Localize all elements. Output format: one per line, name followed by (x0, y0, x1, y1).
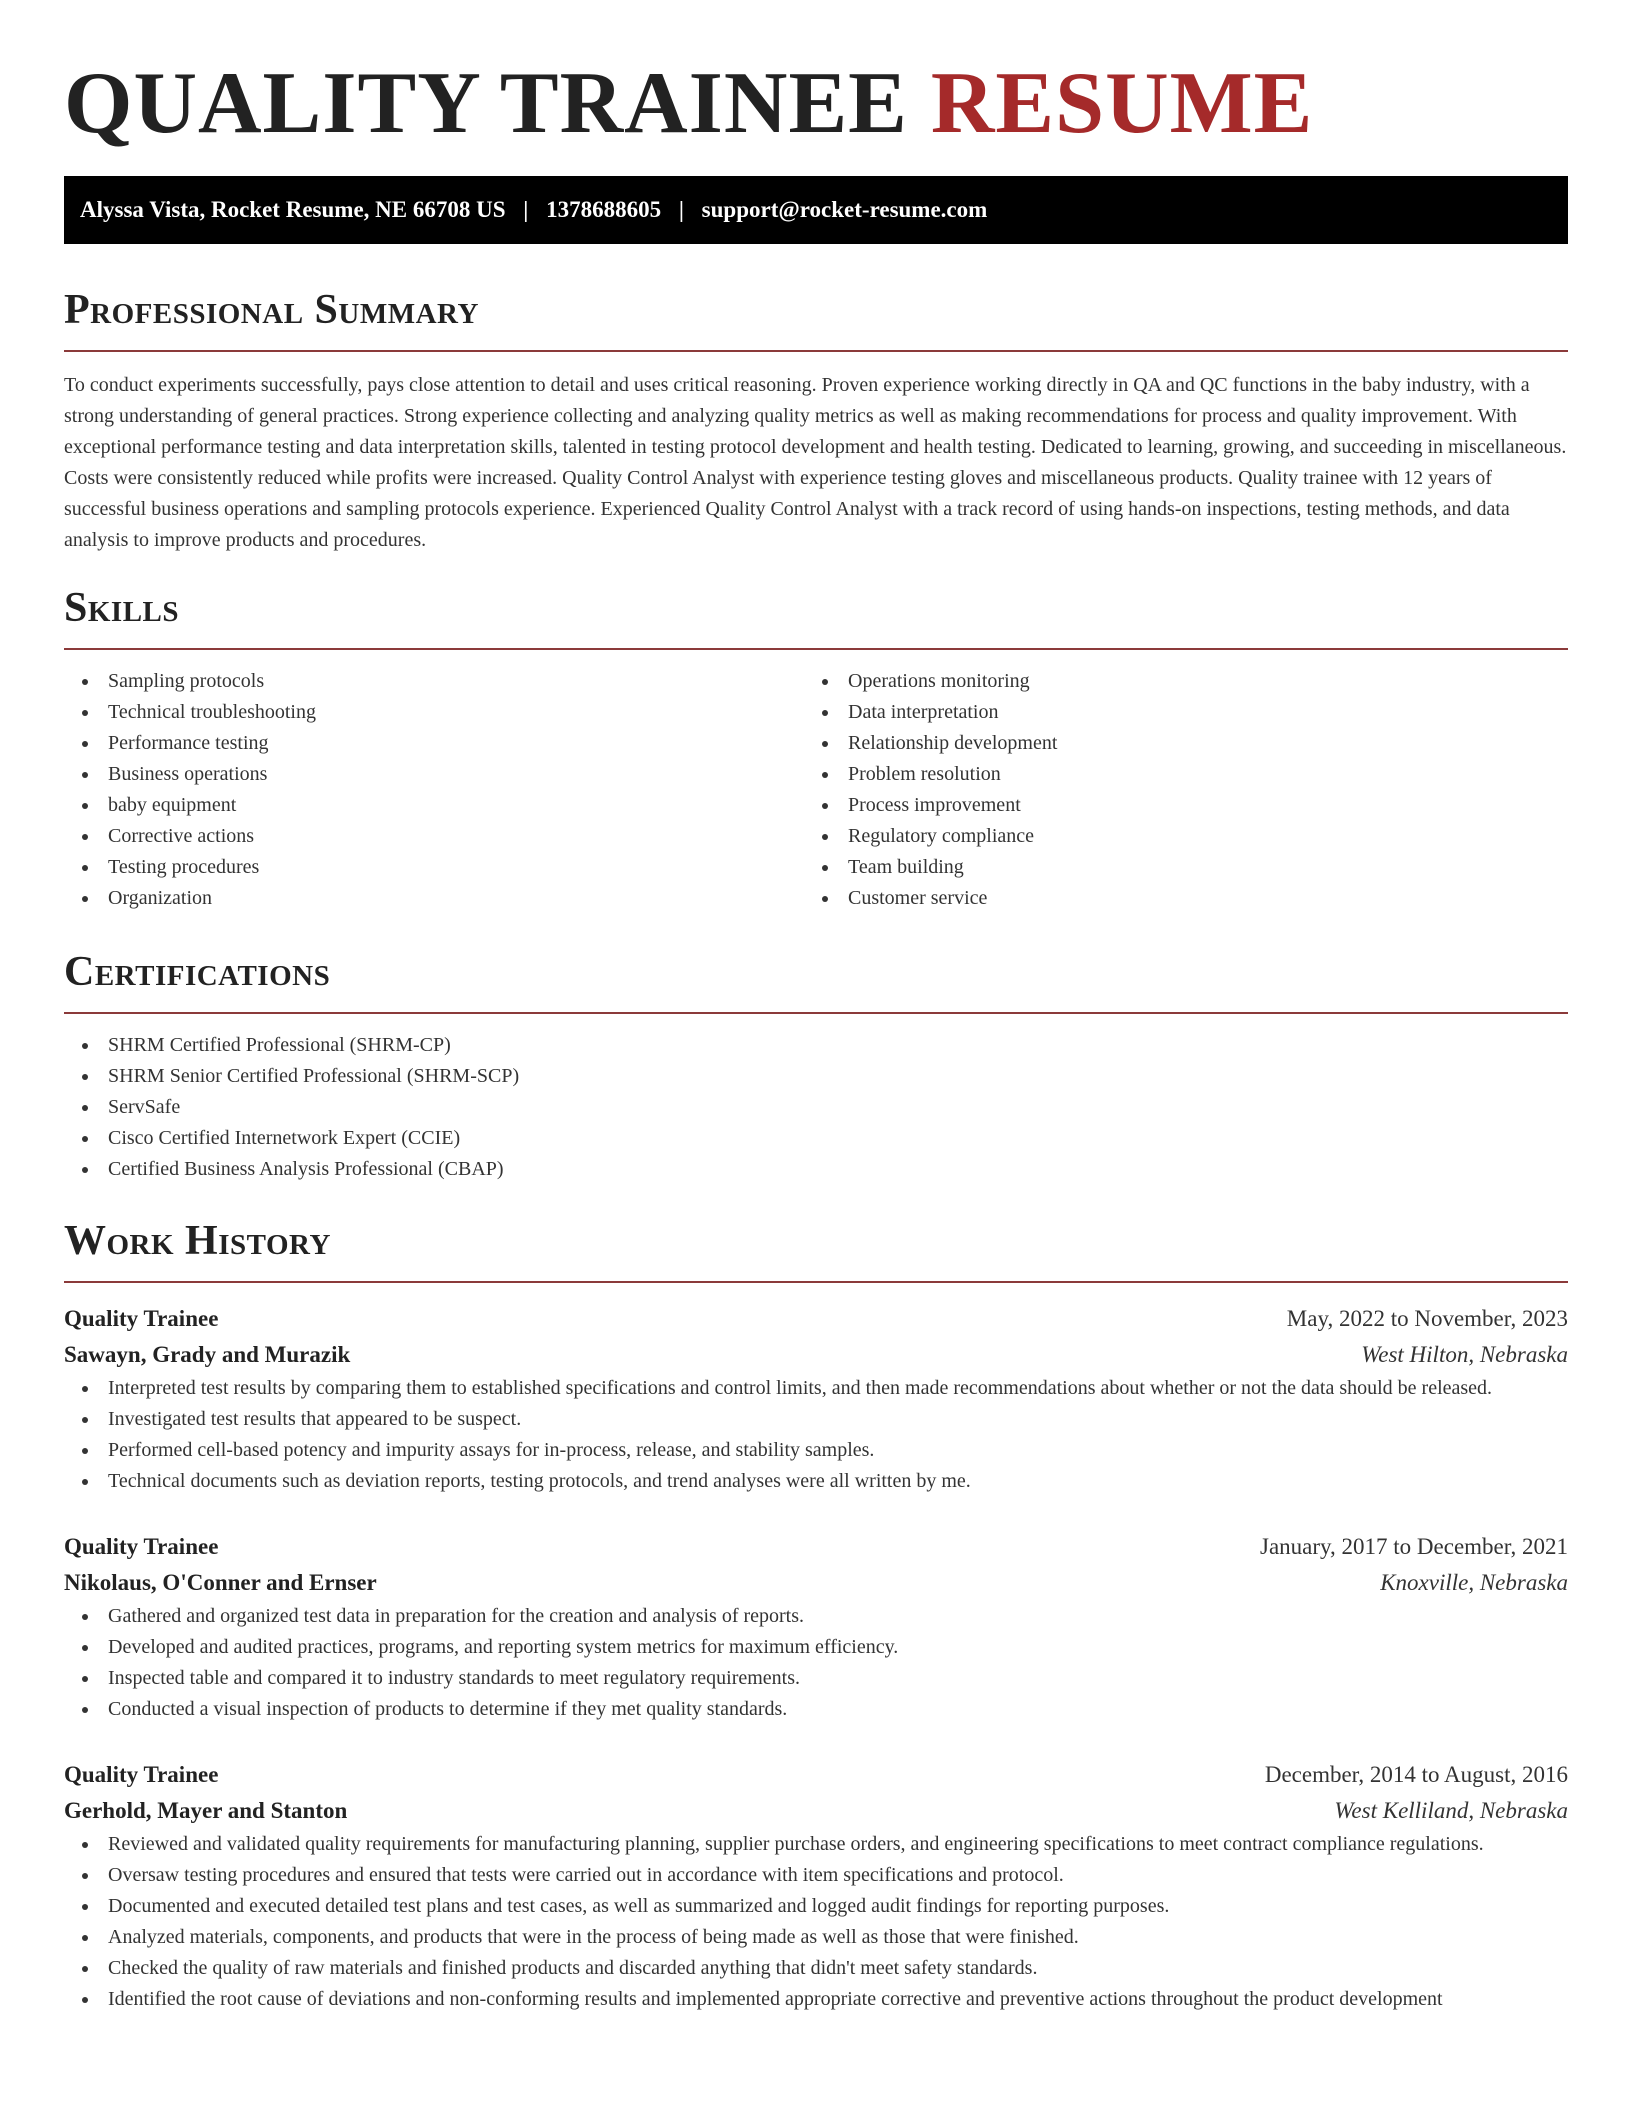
skill-item: Corrective actions (64, 821, 804, 852)
job-header-row (64, 1529, 1568, 1565)
contact-address: Alyssa Vista, Rocket Resume, NE 66708 US (80, 197, 506, 222)
skills-section (64, 582, 1568, 914)
skills-grid (64, 666, 1568, 914)
skill-item: Relationship development (804, 728, 1544, 759)
job-company-row (64, 1793, 1568, 1829)
section-heading: Certifications (64, 949, 331, 995)
job-header-row (64, 1301, 1568, 1337)
skills-list (804, 666, 1544, 914)
job-entry (64, 1301, 1568, 1497)
job-duties-list (64, 1829, 1568, 2015)
section-heading: Skills (64, 585, 180, 631)
job-duty-item: Analyzed materials, components, and products that were in the process of being made as well as those that were finished. (64, 1922, 1568, 1953)
job-duties-list (64, 1373, 1568, 1497)
skill-item: baby equipment (64, 790, 804, 821)
job-dates: December, 2014 to August, 2016 (1264, 1762, 1568, 1787)
contact-separator: | (523, 197, 529, 222)
job-header-row (64, 1757, 1568, 1793)
certification-item: ServSafe (64, 1092, 1568, 1123)
skill-item: Business operations (64, 759, 804, 790)
summary-text: To conduct experiments successfully, pays close attention to detail and uses critical reasoning. Proven experience working directly in QA and QC functions in the baby industry, with a strong understanding of general practices. Strong experience collecting and analyzing quality metrics as well as making recommendations for process and quality improvement. With exceptional performance testing and data interpretation skills, talented in testing protocol development and health testing. Dedicated to learning, growing, and succeeding in miscellaneous. Costs were consistently reduced while profits were increased. Quality Control Analyst with experience testing gloves and miscellaneous products. Quality trainee with 12 years of successful business operations and sampling protocols experience. Experienced Quality Control Analyst with a track record of using hands-on inspections, testing methods, and data analysis to improve products and procedures. (64, 374, 1567, 551)
job-duty-item: Identified the root cause of deviations and non-conforming results and implemented appropriate corrective and preventive actions throughout the product development (64, 1984, 1568, 2015)
skills-column-left (64, 666, 804, 914)
certification-item: SHRM Certified Professional (SHRM-CP) (64, 1030, 1568, 1061)
job-duties-list (64, 1601, 1568, 1725)
skill-item: Regulatory compliance (804, 821, 1544, 852)
job-title: Quality Trainee (64, 1762, 219, 1787)
certifications-list (64, 1030, 1568, 1185)
section-divider (64, 648, 1568, 650)
skills-column-right (804, 666, 1544, 914)
job-duty-item: Documented and executed detailed test plans and test cases, as well as summarized and logged audit findings for reporting purposes. (64, 1891, 1568, 1922)
skill-item: Team building (804, 852, 1544, 883)
title-main: QUALITY TRAINEE (64, 55, 908, 152)
job-duty-item: Technical documents such as deviation reports, testing protocols, and trend analyses were all written by me. (64, 1466, 1568, 1497)
job-duty-item: Interpreted test results by comparing them to established specifications and control limits, and then made recommendations about whether or not the data should be released. (64, 1373, 1568, 1404)
job-location: West Hilton, Nebraska (1361, 1342, 1568, 1367)
job-title: Quality Trainee (64, 1534, 219, 1559)
summary-section (64, 284, 1568, 556)
skill-item: Technical troubleshooting (64, 697, 804, 728)
job-company-row (64, 1337, 1568, 1373)
skill-item: Problem resolution (804, 759, 1544, 790)
title-accent: RESUME (930, 55, 1314, 152)
job-company: Nikolaus, O'Conner and Ernser (64, 1570, 377, 1595)
contact-email: support@rocket-resume.com (701, 197, 988, 222)
job-duty-item: Performed cell-based potency and impurity assays for in-process, release, and stability samples. (64, 1435, 1568, 1466)
job-title: Quality Trainee (64, 1306, 219, 1331)
job-location: West Kelliland, Nebraska (1334, 1798, 1568, 1823)
section-heading: Work History (64, 1218, 331, 1264)
skill-item: Customer service (804, 883, 1544, 914)
job-duty-item: Gathered and organized test data in preparation for the creation and analysis of reports. (64, 1601, 1568, 1632)
contact-phone: 1378688605 (546, 197, 662, 222)
certifications-section (64, 946, 1568, 1185)
section-heading: Professional Summary (64, 287, 479, 333)
certification-item: SHRM Senior Certified Professional (SHRM-SCP) (64, 1061, 1568, 1092)
job-duty-item: Oversaw testing procedures and ensured that tests were carried out in accordance with item specifications and protocol. (64, 1860, 1568, 1891)
contact-bar (64, 176, 1568, 244)
job-duty-item: Investigated test results that appeared to be suspect. (64, 1404, 1568, 1435)
job-duty-item: Checked the quality of raw materials and finished products and discarded anything that didn't meet safety standards. (64, 1953, 1568, 1984)
job-dates: January, 2017 to December, 2021 (1260, 1534, 1568, 1559)
job-company: Sawayn, Grady and Murazik (64, 1342, 351, 1367)
job-company-row (64, 1565, 1568, 1601)
resume-page (64, 0, 1568, 2015)
skill-item: Organization (64, 883, 804, 914)
job-company: Gerhold, Mayer and Stanton (64, 1798, 348, 1823)
job-duty-item: Conducted a visual inspection of products to determine if they met quality standards. (64, 1694, 1568, 1725)
work-history-section (64, 1215, 1568, 2015)
job-entry (64, 1757, 1568, 2015)
skill-item: Sampling protocols (64, 666, 804, 697)
resume-title (64, 0, 1568, 152)
job-dates: May, 2022 to November, 2023 (1286, 1306, 1568, 1331)
job-duty-item: Developed and audited practices, programs, and reporting system metrics for maximum efficiency. (64, 1632, 1568, 1663)
certification-item: Certified Business Analysis Professional (CBAP) (64, 1154, 1568, 1185)
job-duty-item: Reviewed and validated quality requirements for manufacturing planning, supplier purchase orders, and engineering specifications to meet contract compliance regulations. (64, 1829, 1568, 1860)
section-divider (64, 1012, 1568, 1014)
skill-item: Operations monitoring (804, 666, 1544, 697)
skills-list (64, 666, 804, 914)
section-divider (64, 1281, 1568, 1283)
job-location: Knoxville, Nebraska (1380, 1570, 1568, 1595)
skill-item: Process improvement (804, 790, 1544, 821)
contact-separator: | (678, 197, 684, 222)
section-divider (64, 350, 1568, 352)
job-duty-item: Inspected table and compared it to industry standards to meet regulatory requirements. (64, 1663, 1568, 1694)
job-entry (64, 1529, 1568, 1725)
skill-item: Data interpretation (804, 697, 1544, 728)
skill-item: Testing procedures (64, 852, 804, 883)
certification-item: Cisco Certified Internetwork Expert (CCIE) (64, 1123, 1568, 1154)
skill-item: Performance testing (64, 728, 804, 759)
